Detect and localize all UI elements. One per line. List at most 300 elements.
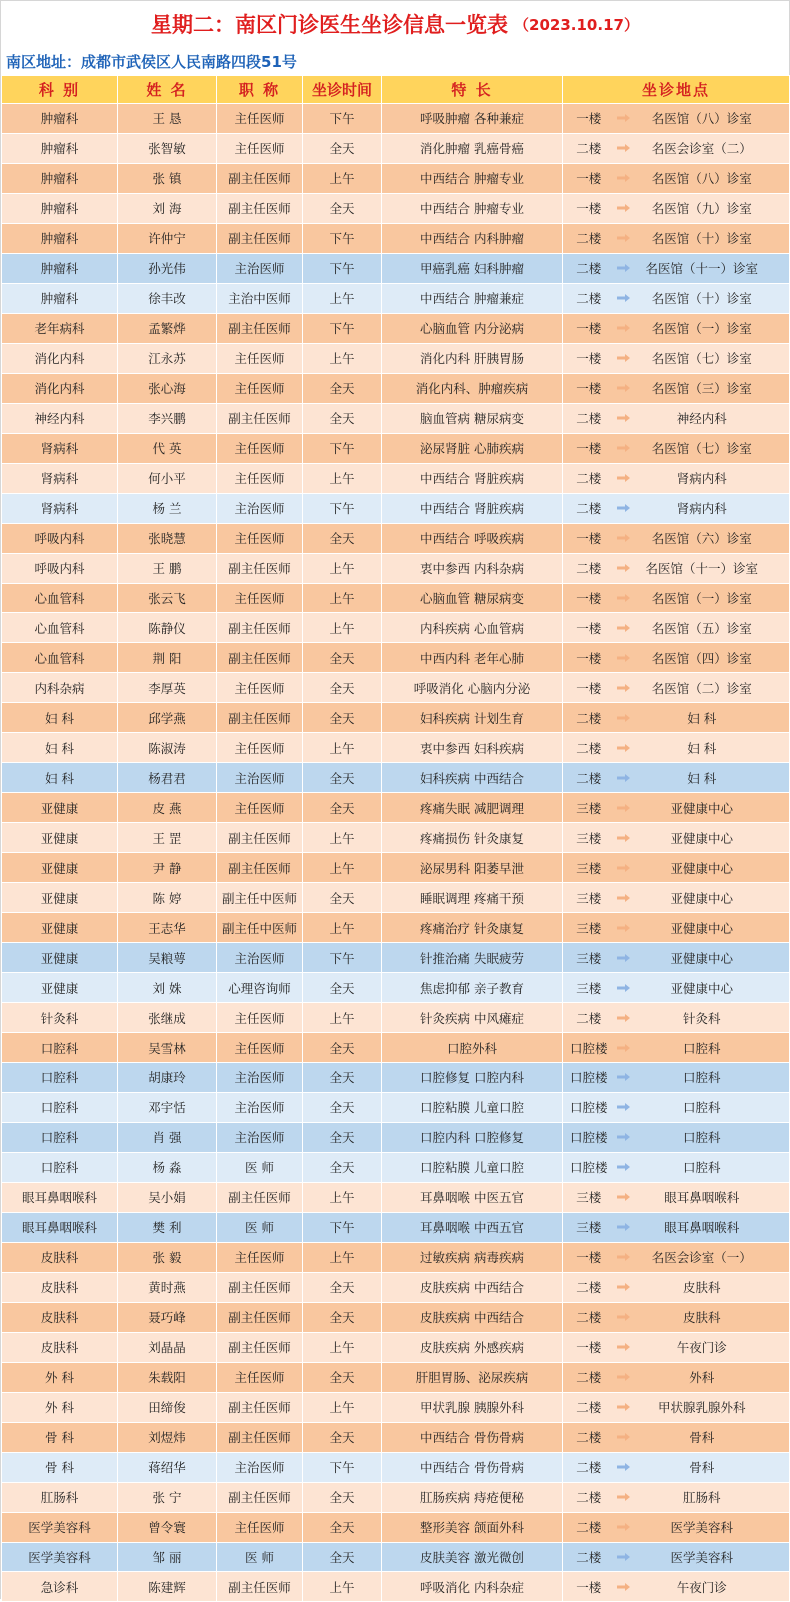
cell-location — [615, 433, 790, 463]
cell-time: 上午 — [303, 733, 382, 763]
location-wrap — [615, 1188, 790, 1206]
cell-specialty: 口腔外科 — [382, 1033, 563, 1063]
cell-dept: 皮肤科 — [2, 1302, 118, 1332]
cell-specialty: 泌尿肾脏 心肺疾病 — [382, 433, 563, 463]
cell-location — [615, 1182, 790, 1212]
cell-title: 副主任医师 — [217, 613, 303, 643]
cell-location — [615, 1452, 790, 1482]
table-row — [2, 1452, 790, 1482]
location-text: 名医馆（五）诊室 — [651, 620, 752, 636]
cell-floor: 二楼 — [563, 703, 615, 733]
cell-specialty: 口腔修复 口腔内科 — [382, 1063, 563, 1093]
cell-floor: 一楼 — [563, 193, 615, 223]
cell-location — [615, 763, 790, 793]
cell-time: 全天 — [303, 883, 382, 913]
cell-location — [615, 343, 790, 373]
location-wrap — [615, 1398, 790, 1416]
table-row — [2, 313, 790, 343]
location-wrap — [615, 1098, 790, 1116]
arrow-right-icon — [617, 1283, 630, 1291]
cell-time: 全天 — [303, 973, 382, 1003]
table-row — [2, 463, 790, 493]
cell-title: 主任医师 — [217, 133, 303, 163]
arrow-right-icon — [617, 984, 630, 992]
location-text: 妇 科 — [687, 710, 717, 726]
location-text: 甲状腺乳腺外科 — [658, 1400, 746, 1416]
cell-location — [615, 1212, 790, 1242]
cell-time: 上午 — [303, 1182, 382, 1212]
location-wrap — [615, 289, 790, 307]
cell-dept: 消化内科 — [2, 373, 118, 403]
table-row — [2, 1512, 790, 1542]
cell-name: 聂巧峰 — [118, 1302, 217, 1332]
arrow-right-icon — [617, 504, 630, 512]
location-text: 名医馆（十）诊室 — [651, 291, 752, 307]
cell-floor: 三楼 — [563, 973, 615, 1003]
cell-title: 副主任中医师 — [217, 913, 303, 943]
cell-specialty: 脑血管病 糖尿病变 — [382, 403, 563, 433]
cell-time: 全天 — [303, 1122, 382, 1152]
cell-specialty: 消化肿瘤 乳癌骨癌 — [382, 133, 563, 163]
location-text: 外科 — [689, 1370, 715, 1386]
cell-location — [615, 463, 790, 493]
table-row — [2, 193, 790, 223]
location-wrap — [615, 1488, 790, 1506]
cell-title: 副主任医师 — [217, 643, 303, 673]
cell-time: 下午 — [303, 433, 382, 463]
location-text: 亚健康中心 — [670, 920, 734, 936]
location-text: 眼耳鼻咽喉科 — [664, 1190, 740, 1206]
location-text: 肾病内科 — [676, 501, 727, 517]
cell-dept: 心血管科 — [2, 613, 118, 643]
cell-dept: 亚健康 — [2, 883, 118, 913]
cell-floor: 一楼 — [563, 373, 615, 403]
arrow-right-icon — [617, 1253, 630, 1261]
cell-time: 全天 — [303, 133, 382, 163]
cell-floor: 三楼 — [563, 793, 615, 823]
cell-name: 孟繁烨 — [118, 313, 217, 343]
location-text: 口腔科 — [683, 1100, 721, 1116]
cell-name: 胡康玲 — [118, 1063, 217, 1093]
cell-location — [615, 1063, 790, 1093]
cell-dept: 外 科 — [2, 1362, 118, 1392]
location-text: 名医馆（三）诊室 — [651, 381, 752, 397]
arrow-right-icon — [617, 114, 630, 122]
cell-title: 主任医师 — [217, 433, 303, 463]
location-text: 骨科 — [689, 1460, 715, 1476]
cell-dept: 肿瘤科 — [2, 283, 118, 313]
location-text: 妇 科 — [687, 770, 717, 786]
cell-floor: 三楼 — [563, 883, 615, 913]
location-wrap — [615, 409, 790, 427]
cell-title: 医 师 — [217, 1152, 303, 1182]
cell-location — [615, 104, 790, 134]
cell-dept: 肿瘤科 — [2, 104, 118, 134]
cell-floor: 一楼 — [563, 523, 615, 553]
cell-dept: 皮肤科 — [2, 1332, 118, 1362]
cell-floor: 二楼 — [563, 553, 615, 583]
arrow-right-icon — [617, 834, 630, 842]
cell-floor: 二楼 — [563, 733, 615, 763]
cell-dept: 亚健康 — [2, 823, 118, 853]
location-wrap — [615, 319, 790, 337]
location-text: 亚健康中心 — [670, 860, 734, 876]
cell-specialty: 消化内科 肝胰胃肠 — [382, 343, 563, 373]
table-row — [2, 763, 790, 793]
cell-floor: 一楼 — [563, 583, 615, 613]
header-time: 坐诊时间 — [303, 76, 382, 104]
table-row — [2, 1542, 790, 1572]
cell-dept: 针灸科 — [2, 1003, 118, 1033]
location-wrap — [615, 1039, 790, 1057]
arrow-right-icon — [617, 594, 630, 602]
table-row — [2, 403, 790, 433]
table-row — [2, 104, 790, 134]
table-row — [2, 163, 790, 193]
location-text: 肛肠科 — [683, 1490, 721, 1506]
cell-specialty: 中西结合 骨伤骨病 — [382, 1422, 563, 1452]
cell-specialty: 睡眠调理 疼痛干预 — [382, 883, 563, 913]
cell-floor: 二楼 — [563, 1422, 615, 1452]
arrow-right-icon — [617, 564, 630, 572]
cell-location — [615, 793, 790, 823]
cell-name: 杨 淼 — [118, 1152, 217, 1182]
cell-time: 全天 — [303, 1302, 382, 1332]
title-main: 星期二：南区门诊医生坐诊信息一览表 — [151, 13, 509, 37]
cell-specialty: 心脑血管 内分泌病 — [382, 313, 563, 343]
cell-location — [615, 1003, 790, 1033]
cell-location — [615, 283, 790, 313]
location-text: 亚健康中心 — [670, 800, 734, 816]
location-text: 亚健康中心 — [670, 950, 734, 966]
cell-location — [615, 883, 790, 913]
cell-title: 副主任医师 — [217, 703, 303, 733]
cell-specialty: 中西结合 肾脏疾病 — [382, 493, 563, 523]
location-wrap — [615, 979, 790, 997]
cell-floor: 二楼 — [563, 463, 615, 493]
cell-time: 上午 — [303, 823, 382, 853]
cell-name: 刘 海 — [118, 193, 217, 223]
cell-time: 全天 — [303, 523, 382, 553]
cell-location — [615, 823, 790, 853]
cell-name: 黄时燕 — [118, 1272, 217, 1302]
cell-name: 皮 燕 — [118, 793, 217, 823]
cell-dept: 医学美容科 — [2, 1542, 118, 1572]
arrow-right-icon — [617, 774, 630, 782]
cell-floor: 二楼 — [563, 403, 615, 433]
cell-name: 邱学燕 — [118, 703, 217, 733]
header-title: 职 称 — [217, 76, 303, 104]
cell-dept: 口腔科 — [2, 1092, 118, 1122]
cell-dept: 神经内科 — [2, 403, 118, 433]
location-wrap — [615, 169, 790, 187]
arrow-right-icon — [617, 1223, 630, 1231]
cell-location — [615, 733, 790, 763]
location-wrap — [615, 1218, 790, 1236]
cell-dept: 肿瘤科 — [2, 163, 118, 193]
cell-floor: 口腔楼 — [563, 1092, 615, 1122]
location-wrap — [615, 139, 790, 157]
cell-time: 上午 — [303, 1572, 382, 1602]
cell-dept: 肿瘤科 — [2, 223, 118, 253]
cell-title: 主任医师 — [217, 1362, 303, 1392]
cell-specialty: 皮肤疾病 中西结合 — [382, 1302, 563, 1332]
location-wrap — [615, 229, 790, 247]
location-text: 名医馆（十）诊室 — [651, 231, 752, 247]
cell-title: 医 师 — [217, 1542, 303, 1572]
cell-dept: 口腔科 — [2, 1063, 118, 1093]
table-row — [2, 1122, 790, 1152]
cell-name: 张智敏 — [118, 133, 217, 163]
cell-title: 主任医师 — [217, 1003, 303, 1033]
cell-floor: 一楼 — [563, 104, 615, 134]
table-row — [2, 643, 790, 673]
cell-title: 主治医师 — [217, 943, 303, 973]
cell-dept: 肿瘤科 — [2, 193, 118, 223]
table-row — [2, 223, 790, 253]
cell-name: 张 毅 — [118, 1242, 217, 1272]
cell-specialty: 肛肠疾病 痔疮便秘 — [382, 1482, 563, 1512]
cell-specialty: 口腔粘膜 儿童口腔 — [382, 1152, 563, 1182]
cell-dept: 心血管科 — [2, 583, 118, 613]
cell-name: 吴粮萼 — [118, 943, 217, 973]
cell-time: 下午 — [303, 493, 382, 523]
cell-dept: 眼耳鼻咽喉科 — [2, 1182, 118, 1212]
address-line: 南区地址：成都市武侯区人民南路四段51号 — [1, 47, 789, 75]
cell-time: 下午 — [303, 313, 382, 343]
cell-title: 副主任医师 — [217, 163, 303, 193]
cell-name: 樊 利 — [118, 1212, 217, 1242]
arrow-right-icon — [617, 1373, 630, 1381]
location-text: 神经内科 — [676, 411, 727, 427]
arrow-right-icon — [617, 1493, 630, 1501]
table-row — [2, 1482, 790, 1512]
location-wrap — [615, 559, 790, 577]
cell-dept: 妇 科 — [2, 703, 118, 733]
arrow-right-icon — [617, 1193, 630, 1201]
cell-location — [615, 1392, 790, 1422]
cell-floor: 三楼 — [563, 1212, 615, 1242]
cell-title: 副主任医师 — [217, 1392, 303, 1422]
cell-floor: 一楼 — [563, 313, 615, 343]
cell-dept: 老年病科 — [2, 313, 118, 343]
arrow-right-icon — [617, 384, 630, 392]
cell-floor: 二楼 — [563, 133, 615, 163]
cell-title: 副主任医师 — [217, 553, 303, 583]
cell-name: 张晓慧 — [118, 523, 217, 553]
cell-time: 下午 — [303, 1212, 382, 1242]
cell-title: 主任医师 — [217, 343, 303, 373]
arrow-right-icon — [617, 444, 630, 452]
cell-dept: 口腔科 — [2, 1122, 118, 1152]
location-text: 口腔科 — [683, 1130, 721, 1146]
cell-title: 主任医师 — [217, 583, 303, 613]
table-row — [2, 1152, 790, 1182]
location-text: 名医馆（七）诊室 — [651, 351, 752, 367]
cell-time: 全天 — [303, 643, 382, 673]
cell-time: 全天 — [303, 1542, 382, 1572]
cell-specialty: 中西结合 骨伤骨病 — [382, 1452, 563, 1482]
table-row — [2, 373, 790, 403]
cell-time: 全天 — [303, 1362, 382, 1392]
cell-floor: 口腔楼 — [563, 1152, 615, 1182]
cell-time: 全天 — [303, 1422, 382, 1452]
cell-name: 杨 兰 — [118, 493, 217, 523]
table-row — [2, 433, 790, 463]
arrow-right-icon — [617, 1433, 630, 1441]
cell-location — [615, 1512, 790, 1542]
location-wrap — [615, 259, 790, 277]
header-location: 坐诊地点 — [563, 76, 790, 104]
cell-time: 全天 — [303, 193, 382, 223]
cell-floor: 一楼 — [563, 1572, 615, 1602]
cell-specialty: 中西内科 老年心肺 — [382, 643, 563, 673]
cell-title: 副主任医师 — [217, 1482, 303, 1512]
location-wrap — [615, 829, 790, 847]
cell-name: 张继成 — [118, 1003, 217, 1033]
table-row — [2, 1422, 790, 1452]
cell-time: 全天 — [303, 703, 382, 733]
cell-floor: 三楼 — [563, 823, 615, 853]
location-wrap — [615, 1248, 790, 1266]
location-wrap — [615, 709, 790, 727]
cell-dept: 口腔科 — [2, 1033, 118, 1063]
cell-name: 曾令寰 — [118, 1512, 217, 1542]
cell-specialty: 呼吸消化 内科杂症 — [382, 1572, 563, 1602]
location-wrap — [615, 469, 790, 487]
location-wrap — [615, 1278, 790, 1296]
cell-floor: 一楼 — [563, 643, 615, 673]
location-wrap — [615, 769, 790, 787]
cell-title: 主任医师 — [217, 1242, 303, 1272]
table-row — [2, 253, 790, 283]
location-wrap — [615, 739, 790, 757]
cell-specialty: 妇科疾病 中西结合 — [382, 763, 563, 793]
cell-dept: 肿瘤科 — [2, 253, 118, 283]
cell-title: 副主任医师 — [217, 1272, 303, 1302]
cell-location — [615, 583, 790, 613]
location-wrap — [615, 949, 790, 967]
table-row — [2, 493, 790, 523]
cell-floor: 二楼 — [563, 1512, 615, 1542]
cell-location — [615, 673, 790, 703]
cell-dept: 急诊科 — [2, 1572, 118, 1602]
cell-name: 刘煜炜 — [118, 1422, 217, 1452]
location-wrap — [615, 1128, 790, 1146]
cell-time: 下午 — [303, 943, 382, 973]
arrow-right-icon — [617, 1163, 630, 1171]
cell-time: 上午 — [303, 163, 382, 193]
cell-title: 主任医师 — [217, 104, 303, 134]
cell-floor: 二楼 — [563, 283, 615, 313]
cell-time: 上午 — [303, 283, 382, 313]
table-row — [2, 793, 790, 823]
table-row — [2, 1003, 790, 1033]
cell-time: 上午 — [303, 1332, 382, 1362]
cell-title: 主治中医师 — [217, 283, 303, 313]
location-wrap — [615, 439, 790, 457]
cell-floor: 一楼 — [563, 163, 615, 193]
cell-title: 主治医师 — [217, 763, 303, 793]
location-wrap — [615, 679, 790, 697]
location-text: 名医馆（九）诊室 — [651, 201, 752, 217]
arrow-right-icon — [617, 1073, 630, 1081]
cell-time: 上午 — [303, 553, 382, 583]
cell-location — [615, 223, 790, 253]
cell-specialty: 焦虑抑郁 亲子教育 — [382, 973, 563, 1003]
cell-time: 全天 — [303, 793, 382, 823]
cell-floor: 一楼 — [563, 343, 615, 373]
arrow-right-icon — [617, 324, 630, 332]
cell-location — [615, 613, 790, 643]
cell-title: 主任医师 — [217, 1512, 303, 1542]
location-text: 口腔科 — [683, 1040, 721, 1056]
location-wrap — [615, 199, 790, 217]
cell-name: 王志华 — [118, 913, 217, 943]
cell-name: 吴雪林 — [118, 1033, 217, 1063]
cell-title: 主任医师 — [217, 1033, 303, 1063]
table-row — [2, 913, 790, 943]
cell-title: 主任医师 — [217, 523, 303, 553]
cell-location — [615, 913, 790, 943]
cell-time: 上午 — [303, 1242, 382, 1272]
table-row — [2, 613, 790, 643]
cell-time: 全天 — [303, 1033, 382, 1063]
cell-time: 上午 — [303, 853, 382, 883]
cell-name: 孙光伟 — [118, 253, 217, 283]
cell-title: 主治医师 — [217, 1092, 303, 1122]
cell-time: 下午 — [303, 223, 382, 253]
cell-specialty: 呼吸肿瘤 各种兼症 — [382, 104, 563, 134]
cell-dept: 亚健康 — [2, 943, 118, 973]
cell-floor: 二楼 — [563, 1452, 615, 1482]
cell-time: 下午 — [303, 1452, 382, 1482]
cell-specialty: 心脑血管 糖尿病变 — [382, 583, 563, 613]
arrow-right-icon — [617, 1103, 630, 1111]
cell-name: 田缔俊 — [118, 1392, 217, 1422]
cell-time: 全天 — [303, 673, 382, 703]
cell-dept: 妇 科 — [2, 763, 118, 793]
table-body — [2, 104, 790, 1602]
cell-dept: 呼吸内科 — [2, 523, 118, 553]
arrow-right-icon — [617, 1343, 630, 1351]
cell-title: 主任医师 — [217, 373, 303, 403]
cell-dept: 皮肤科 — [2, 1242, 118, 1272]
cell-floor: 一楼 — [563, 673, 615, 703]
cell-specialty: 耳鼻咽喉 中医五官 — [382, 1182, 563, 1212]
cell-floor: 三楼 — [563, 943, 615, 973]
cell-title: 主任医师 — [217, 673, 303, 703]
location-text: 眼耳鼻咽喉科 — [664, 1220, 740, 1236]
cell-dept: 亚健康 — [2, 913, 118, 943]
cell-name: 陈 婷 — [118, 883, 217, 913]
cell-floor: 口腔楼 — [563, 1122, 615, 1152]
cell-floor: 口腔楼 — [563, 1033, 615, 1063]
cell-name: 张云飞 — [118, 583, 217, 613]
cell-time: 全天 — [303, 1063, 382, 1093]
location-text: 医学美容科 — [670, 1549, 734, 1565]
cell-specialty: 中西结合 肾脏疾病 — [382, 463, 563, 493]
cell-dept: 口腔科 — [2, 1152, 118, 1182]
cell-dept: 肾病科 — [2, 463, 118, 493]
cell-specialty: 泌尿男科 阳萎早泄 — [382, 853, 563, 883]
location-text: 肾病内科 — [676, 471, 727, 487]
cell-location — [615, 1482, 790, 1512]
cell-specialty: 中西结合 呼吸疾病 — [382, 523, 563, 553]
cell-time: 上午 — [303, 343, 382, 373]
table-row — [2, 1092, 790, 1122]
arrow-right-icon — [617, 1523, 630, 1531]
